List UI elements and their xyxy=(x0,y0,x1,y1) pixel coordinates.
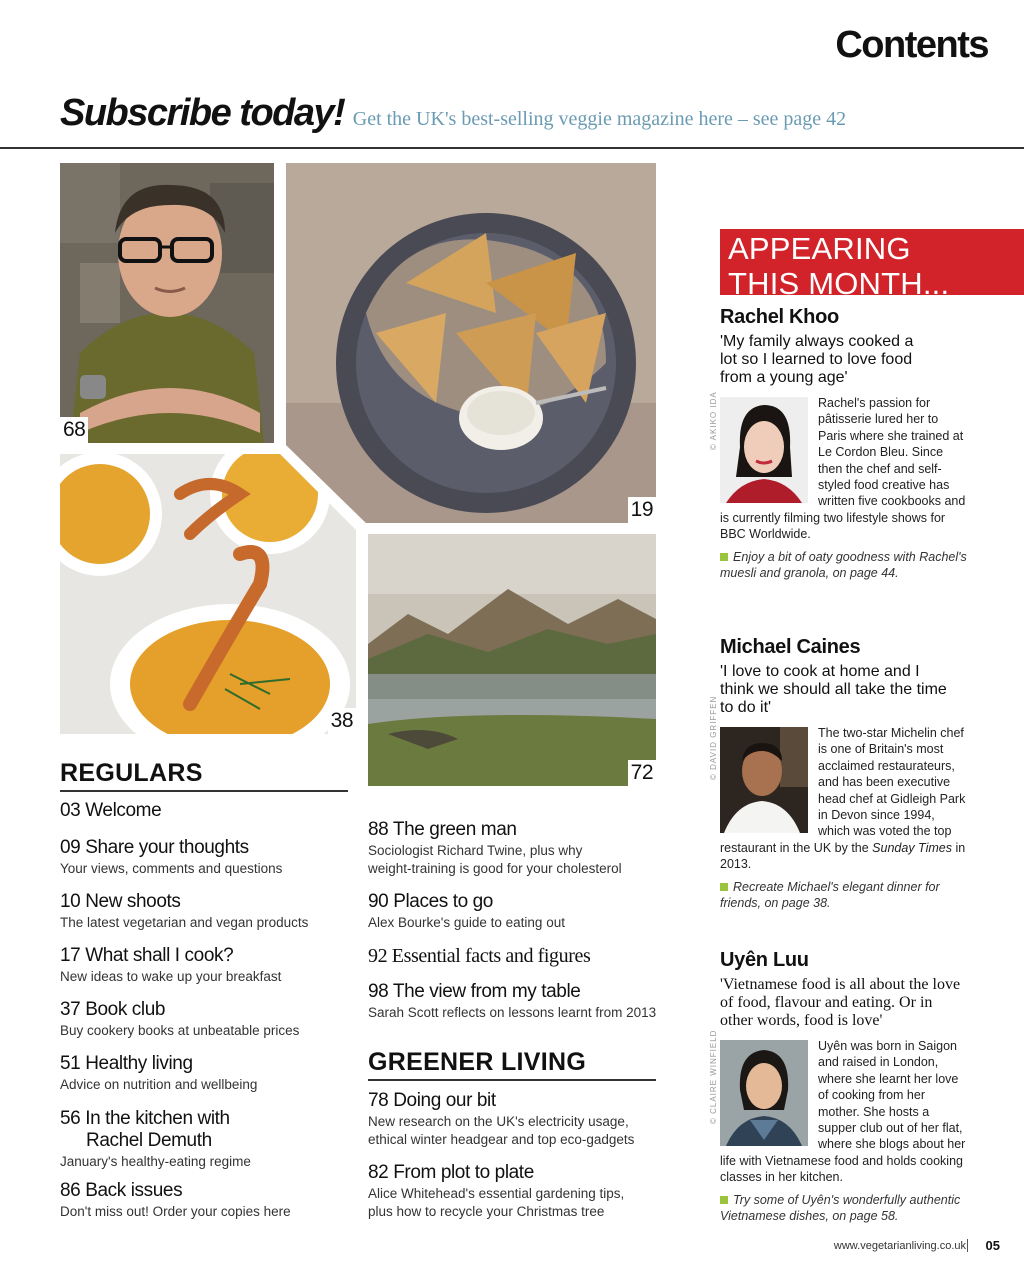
entry-description: Advice on nutrition and wellbeing xyxy=(60,1077,258,1092)
highland-lake-photo[interactable] xyxy=(368,534,656,786)
photo-credit: © CLAIRE WINFIELD xyxy=(709,1029,718,1124)
bio-text: Rachel's passion for pâtisserie lured her to Paris where she trained at Le Cordon Bleu. Since then the chef and self-styled food creative has written five cookbooks and is currently filming two lifestyle shows for BBC Worldwide. xyxy=(720,396,966,542)
entry-description: Don't miss out! Order your copies here xyxy=(60,1204,291,1219)
person-quote: 'My family always cooked a lot so I learned to love food from a young age' xyxy=(720,333,914,386)
entry-title: 10 New shoots xyxy=(60,891,181,912)
tip-text: Recreate Michael's elegant dinner for friends, on page 38. xyxy=(720,879,940,911)
entry-title: 09 Share your thoughts xyxy=(60,837,249,858)
bio-text-italic: Sunday Times xyxy=(872,840,952,855)
contents-entry[interactable] xyxy=(60,800,161,822)
person-name: Uyên Luu xyxy=(720,949,809,971)
footer-divider xyxy=(967,1239,968,1252)
entry-description: weight-training is good for your cholesterol xyxy=(368,861,622,876)
photo-page-number: 72 xyxy=(628,760,656,786)
person-bio xyxy=(720,1038,970,1186)
entry-title: 82 From plot to plate xyxy=(368,1162,534,1183)
subscribe-headline: Subscribe today! xyxy=(60,92,345,134)
contents-entry[interactable] xyxy=(368,1162,624,1221)
entry-description: ethical winter headgear and top eco-gadgets xyxy=(368,1132,635,1147)
banner-line: APPEARING xyxy=(728,231,911,266)
person-name: Rachel Khoo xyxy=(720,306,839,328)
tip-text: Enjoy a bit of oaty goodness with Rachel's muesli and granola, on page 44. xyxy=(720,549,967,581)
banner-line: THIS MONTH... xyxy=(728,266,950,301)
entry-description: Alice Whitehead's essential gardening tips, xyxy=(368,1186,625,1201)
profile-rachel-khoo xyxy=(720,306,970,581)
person-bio xyxy=(720,395,970,543)
profile-uyen-luu xyxy=(720,949,970,1224)
person-bio xyxy=(720,725,970,873)
bio-text: The two-star Michelin chef is one of Britain's most acclaimed restaurateurs, and has been executive head chef at Gidleigh Park in Devon since 1994, which was voted the top restaurant in the UK by the xyxy=(720,726,966,855)
contents-entry[interactable] xyxy=(60,1180,291,1221)
entry-title: 37 Book club xyxy=(60,999,166,1020)
contents-entry[interactable] xyxy=(368,945,590,967)
contents-entry[interactable] xyxy=(368,891,565,932)
entry-description: New research on the UK's electricity usage, xyxy=(368,1114,629,1129)
entry-description: Sarah Scott reflects on lessons learnt from 2013 xyxy=(368,1005,657,1020)
bullet-square-icon xyxy=(720,883,728,891)
footer-website[interactable]: www.vegetarianliving.co.uk xyxy=(833,1240,966,1252)
entry-title: 03 Welcome xyxy=(60,800,162,821)
entry-description: New ideas to wake up your breakfast xyxy=(60,969,282,984)
chef-portrait-photo[interactable] xyxy=(60,163,274,443)
contents-entry[interactable] xyxy=(60,999,299,1040)
photo-credit: © AKIKO IDA xyxy=(709,391,718,450)
contents-entry[interactable] xyxy=(60,1053,257,1094)
header-rule xyxy=(0,147,1024,149)
page-title: Contents xyxy=(835,24,988,66)
photo-credit: © DAVID GRIFFEN xyxy=(709,695,718,780)
entry-description: plus how to recycle your Christmas tree xyxy=(368,1204,605,1219)
footer-page-number: 05 xyxy=(985,1238,1000,1253)
contents-entry[interactable] xyxy=(60,891,308,932)
entry-description: January's healthy-eating regime xyxy=(60,1154,251,1169)
entry-title: 98 The view from my table xyxy=(368,981,581,1002)
section-heading: GREENER LIVING xyxy=(368,1048,656,1081)
subscribe-tagline: Get the UK's best-selling veggie magazine here – see page 42 xyxy=(352,108,847,130)
subscribe-banner[interactable] xyxy=(60,92,846,135)
entry-title: 92 Essential facts and figures xyxy=(368,945,591,967)
entry-title: 88 The green man xyxy=(368,819,517,840)
section-heading: REGULARS xyxy=(60,759,348,792)
person-tip xyxy=(720,549,970,582)
contents-entry[interactable] xyxy=(60,837,282,878)
person-name: Michael Caines xyxy=(720,636,861,658)
contents-entry[interactable] xyxy=(60,945,281,986)
bullet-square-icon xyxy=(720,1196,728,1204)
carrot-soup-photo[interactable] xyxy=(60,454,356,734)
entry-title-continued: Rachel Demuth xyxy=(86,1130,212,1151)
entry-description: The latest vegetarian and vegan products xyxy=(60,915,309,930)
uyen-luu-portrait xyxy=(720,1040,808,1146)
regulars-section-heading xyxy=(60,759,348,792)
contents-entry[interactable] xyxy=(368,981,656,1022)
profile-michael-caines xyxy=(720,636,970,911)
contents-entry[interactable] xyxy=(368,1090,634,1149)
entry-description: Your views, comments and questions xyxy=(60,861,283,876)
bullet-square-icon xyxy=(720,553,728,561)
appearing-this-month-banner xyxy=(720,229,1024,301)
entry-title: 90 Places to go xyxy=(368,891,493,912)
person-quote: 'I love to cook at home and I think we should all take the time to do it' xyxy=(720,663,947,716)
greener-living-section-heading xyxy=(368,1048,656,1081)
entry-title: 17 What shall I cook? xyxy=(60,945,234,966)
person-tip xyxy=(720,879,970,912)
rachel-khoo-portrait xyxy=(720,397,808,503)
photo-page-number: 38 xyxy=(328,708,356,734)
photo-page-number: 68 xyxy=(60,417,88,443)
entry-description: Alex Bourke's guide to eating out xyxy=(368,915,565,930)
contents-entry[interactable] xyxy=(368,819,622,878)
photo-page-number: 19 xyxy=(628,497,656,523)
person-quote: 'Vietnamese food is all about the love of food, flavour and eating. Or in other words, food is love' xyxy=(720,976,961,1029)
michael-caines-portrait xyxy=(720,727,808,833)
entry-description: Buy cookery books at unbeatable prices xyxy=(60,1023,300,1038)
bio-text: in 2013. xyxy=(720,840,966,872)
person-tip xyxy=(720,1192,970,1225)
entry-description: Sociologist Richard Twine, plus why xyxy=(368,843,583,858)
entry-title: 56 In the kitchen with xyxy=(60,1108,230,1129)
contents-entry[interactable] xyxy=(60,1108,251,1171)
entry-title: 78 Doing our bit xyxy=(368,1090,496,1111)
bio-text: Uyên was born in Saigon and raised in London, where she learnt her love of cooking from her mother. She hosts a supper club out of her flat, where she blogs about her life with Vietnamese food and holds cooking classes in her kitchen. xyxy=(720,1039,966,1185)
entry-title: 86 Back issues xyxy=(60,1180,183,1201)
entry-title: 51 Healthy living xyxy=(60,1053,193,1074)
tip-text: Try some of Uyên's wonderfully authentic Vietnamese dishes, on page 58. xyxy=(720,1192,961,1224)
